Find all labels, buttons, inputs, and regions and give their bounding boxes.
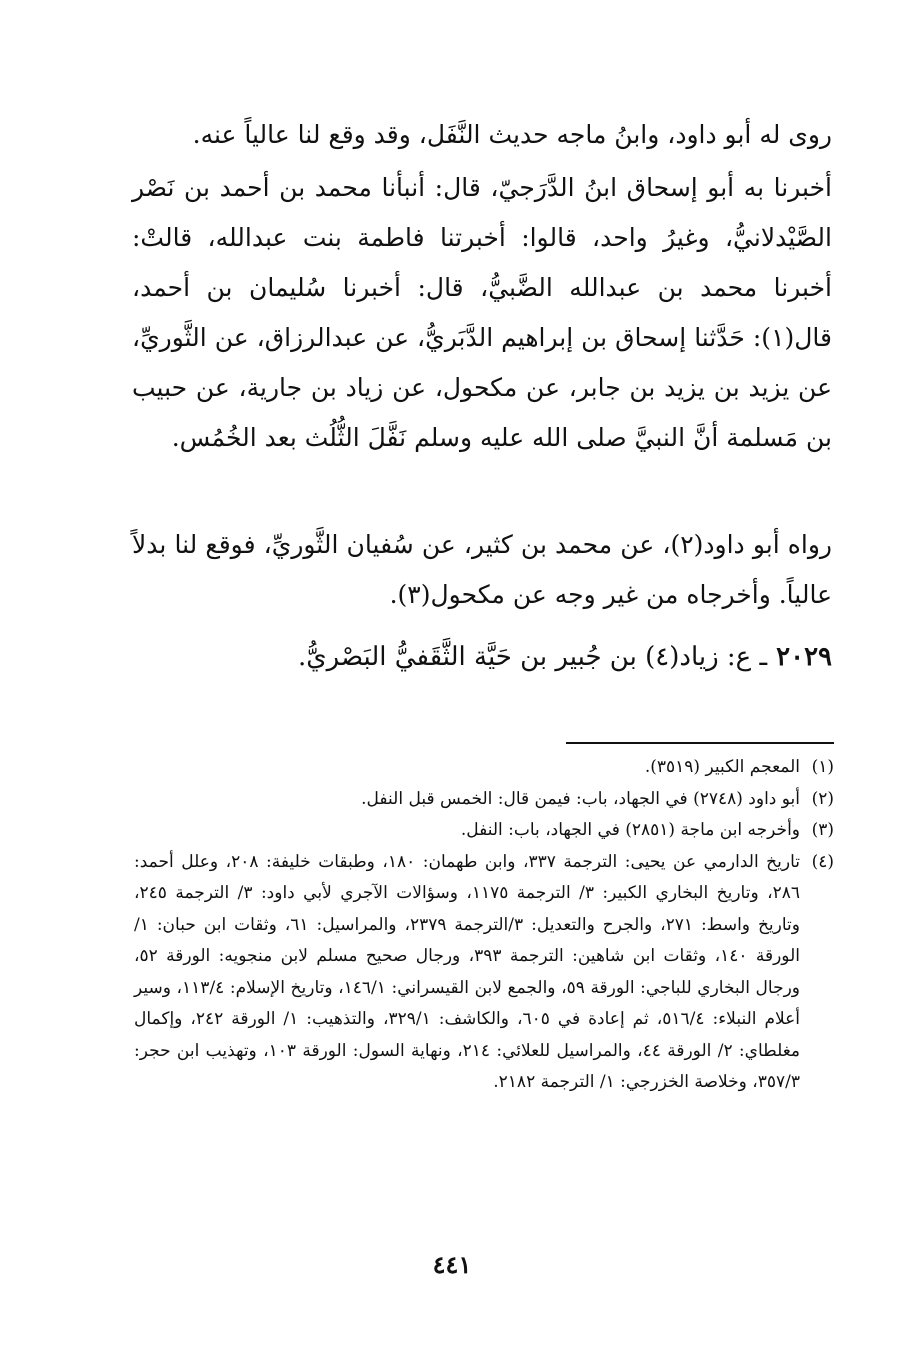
entry-number: ٢٠٢٩ <box>776 642 832 672</box>
footnotes <box>134 752 834 1099</box>
footnote-text: المعجم الكبير (٣٥١٩). <box>644 757 800 777</box>
footnote-marker: (٢) <box>811 788 834 809</box>
entry-title: ـ ع: زياد(٤) بن جُبير بن حَيَّة الثَّقَفيُّ البَصْريُّ. <box>298 642 768 672</box>
footnote-item <box>134 784 834 816</box>
main-text-block-3 <box>132 520 832 620</box>
paragraph-narration: روى له أبو داود، وابنُ ماجه حديث النَّفَل، وقد وقع لنا عالياً عنه. <box>192 120 832 149</box>
footnote-marker: (٣) <box>811 820 834 840</box>
biography-entry-heading <box>132 632 832 682</box>
main-text-block-2 <box>132 163 832 463</box>
footnote-separator <box>566 742 834 744</box>
paragraph-takhrij: رواه أبو داود(٢)، عن محمد بن كثير، عن سُفيان الثَّوريِّ، فوقع لنا بدلاً عالياً. وأخرجاه من غير وجه عن مكحول(٣). <box>132 530 832 609</box>
footnote-item <box>134 847 834 1099</box>
footnote-text: وأخرجه ابن ماجة (٢٨٥١) في الجهاد، باب: النفل. <box>460 820 800 840</box>
main-text-block-1 <box>132 110 832 160</box>
footnote-text: أبو داود (٢٧٤٨) في الجهاد، باب: فيمن قال: الخمس قبل النفل. <box>361 788 800 809</box>
footnote-item <box>134 752 834 784</box>
footnote-marker: (٤) <box>811 851 834 872</box>
footnote-text: تاريخ الدارمي عن يحيى: الترجمة ٣٣٧، وابن طهمان: ١٨٠، وطبقات خليفة: ٢٠٨، وعلل أحمد: ٢٨٦، وتاريخ البخاري الكبير: ٣/ الترجمة ١١٧٥، وسؤالات الآجري لأبي داود: ٣/ الترجمة ٢٤٥، وتاريخ واسط: ٢٧١، والجرح والتعديل: ٣/الترجمة ٢٣٧٩، والمراسيل: ٦١، وثقات ابن حبان: ١/ الورقة ١٤٠، وثقات ابن شاهين: الترجمة ٣٩٣، ورجال صحيح مسلم لابن منجويه: الورقة ٥٢، ورجال البخاري للباجي: الورقة ٥٩، والجمع لابن القيسراني: ١٤٦/١، وتاريخ الإسلام: ١١٣/٤، وسير أعلام النبلاء: ٥١٦/٤، ثم إعادة في ٦٠٥، والكاشف: ٣٢٩/١، والتذهيب: ١/ الورقة ٢٤٢، وإكمال مغلطاي: ٢/ الورقة ٤٤، والمراسيل للعلائي: ٢١٤، ونهاية السول: الورقة ١٠٣، وتهذيب ابن حجر: ٣٥٧/٣، وخلاصة الخزرجي: ١/ الترجمة ٢١٨٢. <box>134 851 801 1092</box>
footnote-item <box>134 815 834 847</box>
footnote-marker: (١) <box>811 757 834 777</box>
paragraph-isnad: أخبرنا به أبو إسحاق ابنُ الدَّرَجيّ، قال: أنبأنا محمد بن أحمد بن نَصْر الصَّيْدلانيُّ، وغيرُ واحد، قالوا: أخبرتنا فاطمة بنت عبدالله، قالتْ: أخبرنا محمد بن عبدالله الضَّبيُّ، قال: أخبرنا سُليمان بن أحمد، قال(١): حَدَّثنا إسحاق بن إبراهيم الدَّبَريُّ، عن عبدالرزاق، عن الثَّوريِّ، عن يزيد بن يزيد بن جابر، عن مكحول، عن زياد بن جارية، عن حبيب بن مَسلمة أنَّ النبيَّ صلى الله عليه وسلم نَفَّلَ الثُّلُث بعد الخُمُس. <box>132 173 832 452</box>
page-number: ٤٤١ <box>432 1250 472 1279</box>
